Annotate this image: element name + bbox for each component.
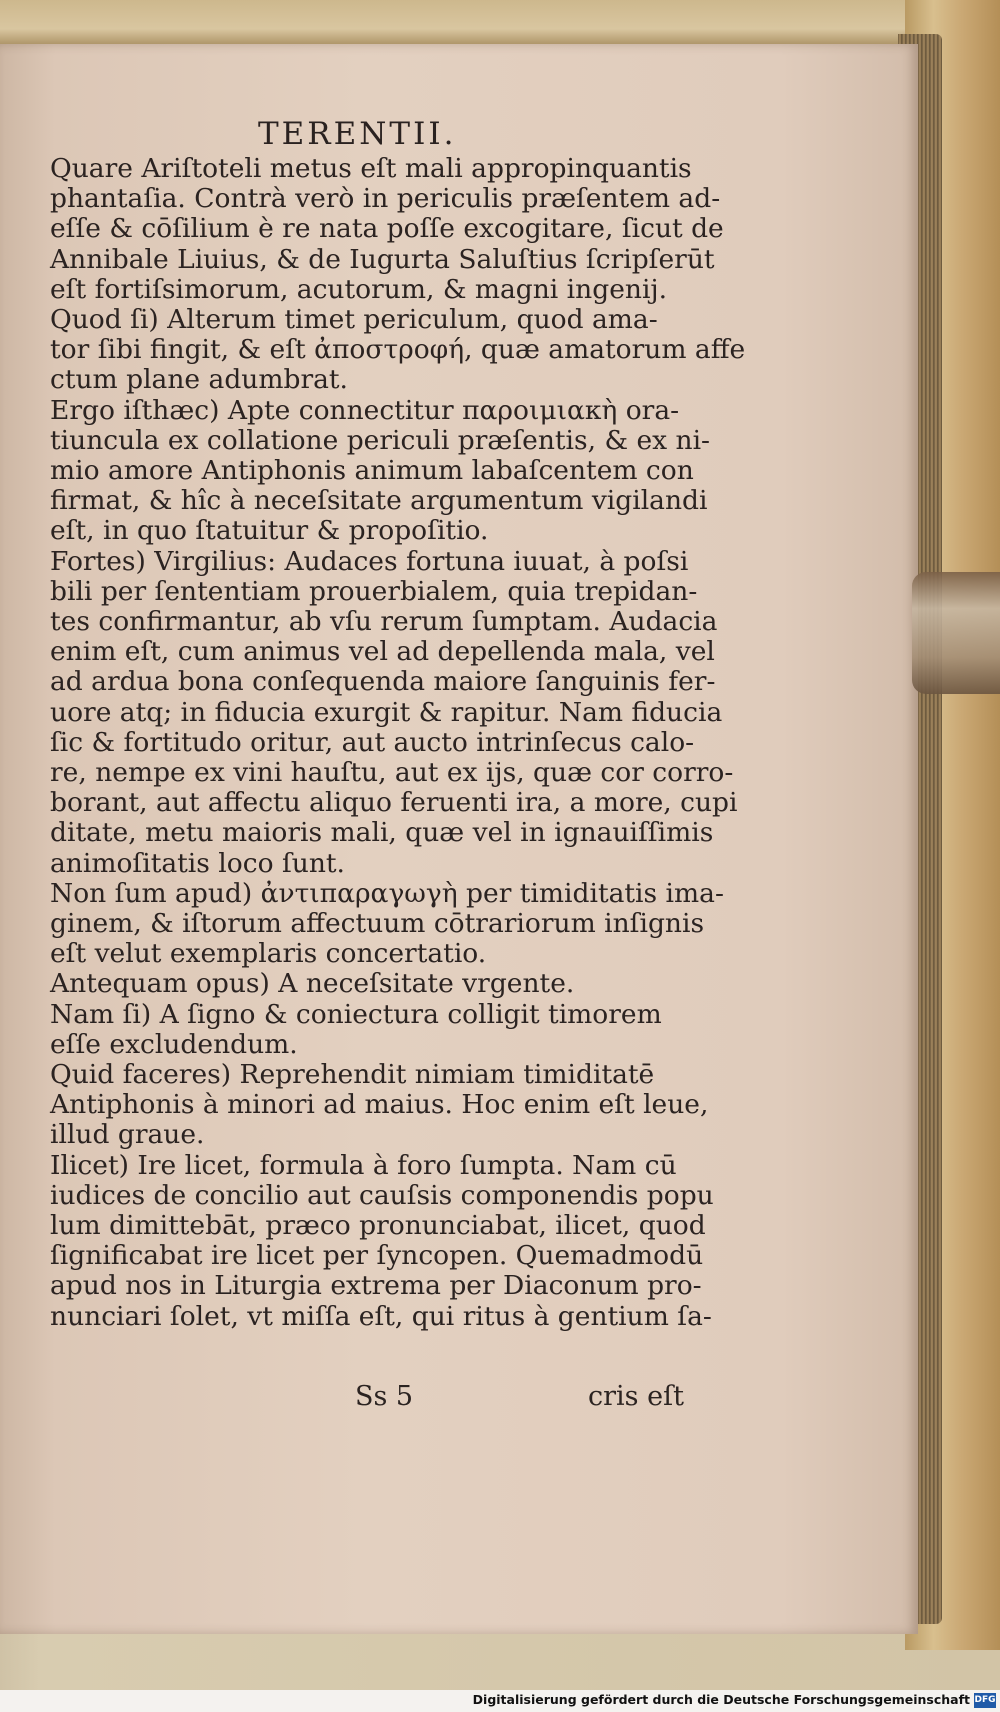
text-line: eſt, in quo ſtatuitur & propoſitio. (50, 515, 489, 547)
dfg-logo: DFG (974, 1693, 996, 1708)
text-line: ad ardua bona conſequenda maiore ſanguinis fer- (50, 666, 716, 698)
text-line: Non ſum apud) ἀντιπαραγωγὴ per timiditatis ima- (50, 877, 724, 909)
text-line: Antequam opus) A neceſsitate vrgente. (50, 968, 575, 1000)
text-line: bili per ſententiam prouerbialem, quia trepidan- (50, 575, 698, 607)
text-line: ditate, metu maioris mali, quæ vel in ignauiſſimis (50, 817, 714, 849)
text-line: illud graue. (50, 1119, 205, 1151)
text-line: ſic & fortitudo oritur, aut aucto intrinſecus calo- (50, 726, 695, 758)
footer-bar (0, 1690, 1000, 1712)
text-line: Ilicet) Ire licet, formula à foro ſumpta. Nam cū (50, 1149, 677, 1181)
text-line: re, nempe ex vini hauſtu, aut ex ijs, quæ cor corro- (50, 757, 734, 788)
running-head: TERENTII. (258, 116, 457, 152)
text-line: eſt velut exemplaris concertatio. (50, 938, 487, 970)
text-line: Annibale Liuius, & de Iugurta Saluſtius ſcripſerūt (50, 243, 715, 275)
footer-credit: Digitalisierung gefördert durch die Deutsche Forschungsgemeinschaft (472, 1692, 970, 1707)
text-line: tiuncula ex collatione periculi præſentis, & ex ni- (50, 424, 711, 456)
text-line: enim eſt, cum animus vel ad depellenda mala, vel (50, 636, 715, 668)
binding-top-edge (0, 0, 1000, 48)
text-line: Ergo iſthæc) Apte connectitur παροιμιακὴ ora- (50, 394, 680, 426)
text-line: Nam ſi) A ſigno & coniectura colligit timorem (50, 998, 662, 1030)
text-line: Quod ſi) Alterum timet periculum, quod ama- (50, 304, 658, 335)
clasp-strap (912, 572, 1000, 694)
text-line: animoſitatis loco ſunt. (50, 847, 345, 879)
text-line: Quid faceres) Reprehendit nimiam timiditatē (50, 1059, 655, 1090)
text-line: tes confirmantur, ab vſu rerum ſumptam. Audacia (50, 606, 718, 637)
text-line: uore atq; in fiducia exurgit & rapitur. Nam fiducia (50, 696, 723, 728)
text-line: iudices de concilio aut cauſsis componendis popu (50, 1179, 714, 1211)
text-line: eſt fortiſsimorum, acutorum, & magni ingenij. (50, 273, 668, 305)
text-line: ginem, & iſtorum affectuum cōtrariorum inſignis (50, 908, 705, 939)
text-line: eſſe excludendum. (50, 1028, 298, 1060)
catchword: cris eſt (588, 1381, 684, 1412)
text-line: nunciari ſolet, vt miſſa eſt, qui ritus à gentium ſa- (50, 1300, 712, 1332)
text-line: Quare Ariſtoteli metus eſt mali appropinquantis (50, 153, 692, 184)
text-line: lum dimittebāt, præco pronunciabat, ilicet, quod (50, 1210, 706, 1241)
text-line: Antiphonis à minori ad maius. Hoc enim eſt leue, (50, 1089, 709, 1121)
text-line: mio amore Antiphonis animum labaſcentem con (50, 455, 694, 486)
text-line: phantaſia. Contrà verò in periculis præſentem ad- (50, 183, 721, 215)
text-line: borant, aut affectu aliquo feruenti ira, a more, cupi (50, 787, 738, 819)
signature-mark: Ss 5 (355, 1381, 414, 1412)
text-line: ſignificabat ire licet per ſyncopen. Quemadmodū (50, 1240, 704, 1272)
text-line: Fortes) Virgilius: Audaces fortuna iuuat, à poſsi (50, 545, 689, 577)
text-line: tor ſibi fingit, & eſt ἀποστροφή, quæ amatorum affe (50, 334, 746, 366)
text-line: eſſe & cōſilium è re nata poſſe excogitare, ſicut de (50, 213, 724, 245)
text-line: apud nos in Liturgia extrema per Diaconum pro- (50, 1270, 702, 1302)
text-line: ctum plane adumbrat. (50, 364, 348, 396)
text-line: firmat, & hîc à neceſsitate argumentum vigilandi (50, 485, 708, 517)
